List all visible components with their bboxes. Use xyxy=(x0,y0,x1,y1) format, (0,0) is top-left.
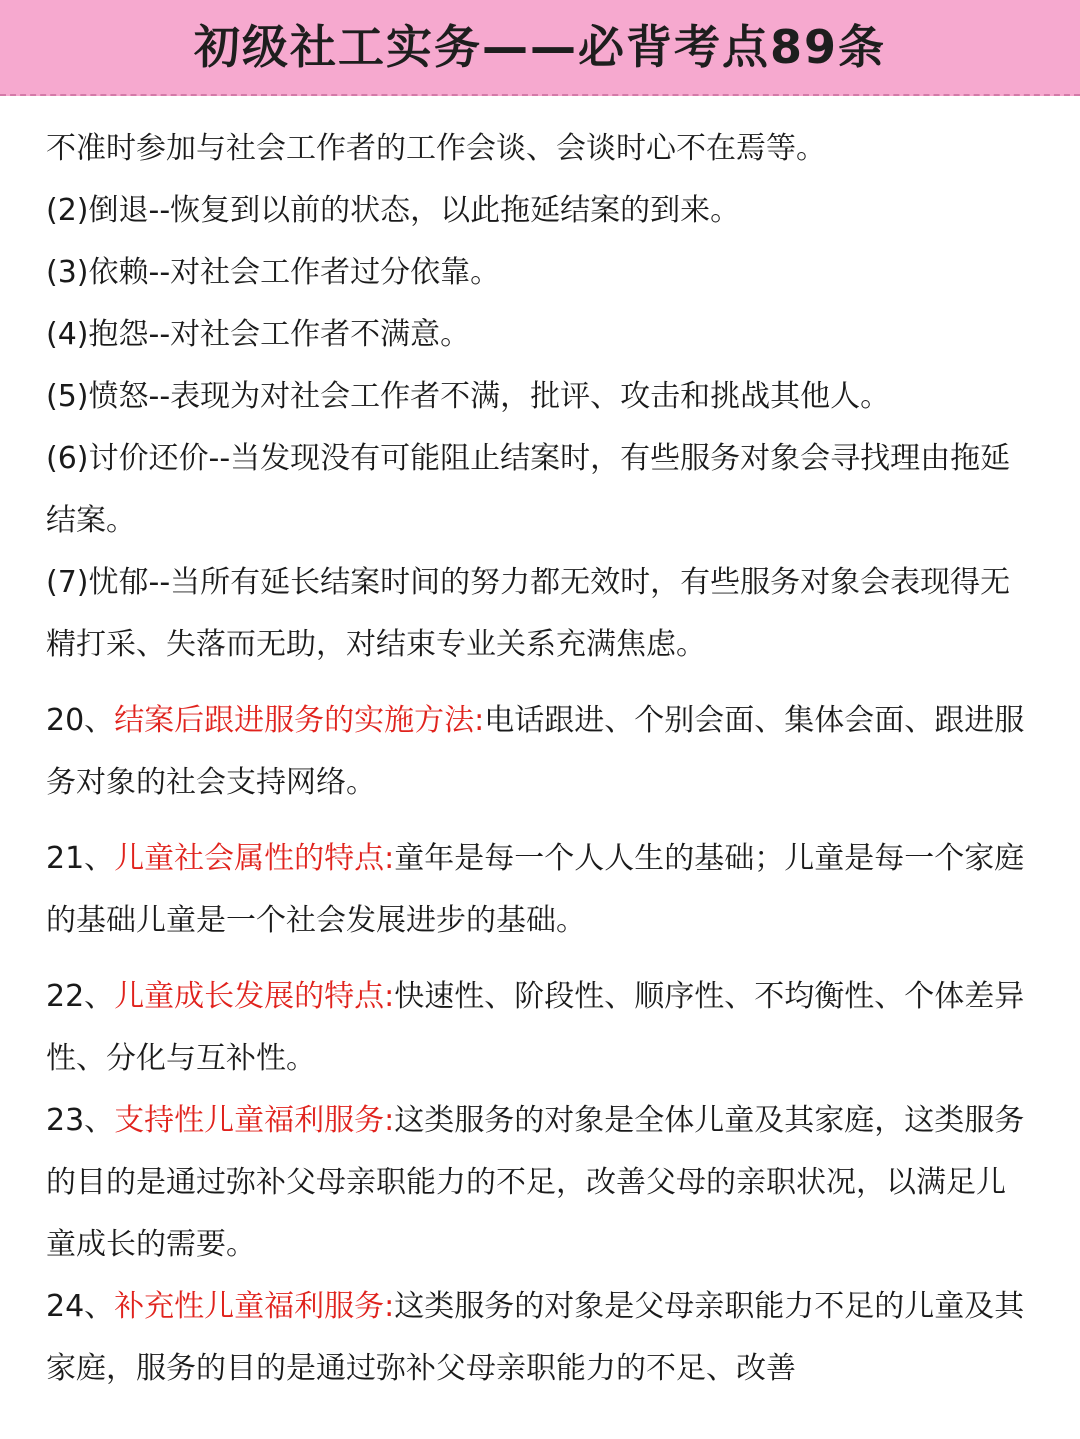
item-body: 这类服务的对象是全体儿童及其家庭，这类服务的目的是通过弥补父母亲职能力的不足，改善父母的亲职状况，以满足儿童成长的需要。 xyxy=(46,1103,1025,1262)
item-body: 童年是每一个人人生的基础；儿童是每一个家庭的基础儿童是一个社会发展进步的基础。 xyxy=(46,841,1025,938)
list-item-21 xyxy=(46,828,1034,952)
item-body: 快速性、阶段性、顺序性、不均衡性、个体差异性、分化与互补性。 xyxy=(46,979,1025,1076)
item-heading: 结案后跟进服务的实施方法: xyxy=(114,703,485,738)
item-number: 20、 xyxy=(46,703,115,738)
list-item-23 xyxy=(46,1090,1034,1276)
paragraph-depression: (7)忧郁--当所有延长结案时间的努力都无效时，有些服务对象会表现得无精打采、失落而无助，对结束专业关系充满焦虑。 xyxy=(46,565,1011,662)
item-body: 这类服务的对象是父母亲职能力不足的儿童及其家庭，服务的目的是通过弥补父母亲职能力的不足、改善 xyxy=(46,1289,1025,1386)
paragraph-dependence: (3)依赖--对社会工作者过分依靠。 xyxy=(46,255,501,290)
item-heading: 补充性儿童福利服务: xyxy=(114,1289,395,1324)
paragraph-regression: (2)倒退--恢复到以前的状态，以此拖延结案的到来。 xyxy=(46,193,741,228)
article-body xyxy=(0,118,1080,1400)
list-item-20 xyxy=(46,690,1034,814)
item-heading: 支持性儿童福利服务: xyxy=(114,1103,395,1138)
item-heading: 儿童成长发展的特点: xyxy=(114,979,395,1014)
paragraph-intro: 不准时参加与社会工作者的工作会谈、会谈时心不在焉等。 xyxy=(46,131,826,166)
page-title: 初级社工实务——必背考点89条 xyxy=(193,20,886,74)
paragraph-complaint: (4)抱怨--对社会工作者不满意。 xyxy=(46,317,471,352)
item-heading: 儿童社会属性的特点: xyxy=(114,841,395,876)
paragraph-anger: (5)愤怒--表现为对社会工作者不满，批评、攻击和挑战其他人。 xyxy=(46,379,891,414)
item-number: 22、 xyxy=(46,979,115,1014)
item-number: 23、 xyxy=(46,1103,115,1138)
paragraph-bargaining: (6)讨价还价--当发现没有可能阻止结案时，有些服务对象会寻找理由拖延结案。 xyxy=(46,441,1011,538)
list-item-22 xyxy=(46,966,1034,1090)
item-body: 电话跟进、个别会面、集体会面、跟进服务对象的社会支持网络。 xyxy=(46,703,1025,800)
title-banner xyxy=(0,0,1080,96)
item-number: 21、 xyxy=(46,841,115,876)
item-number: 24、 xyxy=(46,1289,115,1324)
list-item-24 xyxy=(46,1276,1034,1400)
